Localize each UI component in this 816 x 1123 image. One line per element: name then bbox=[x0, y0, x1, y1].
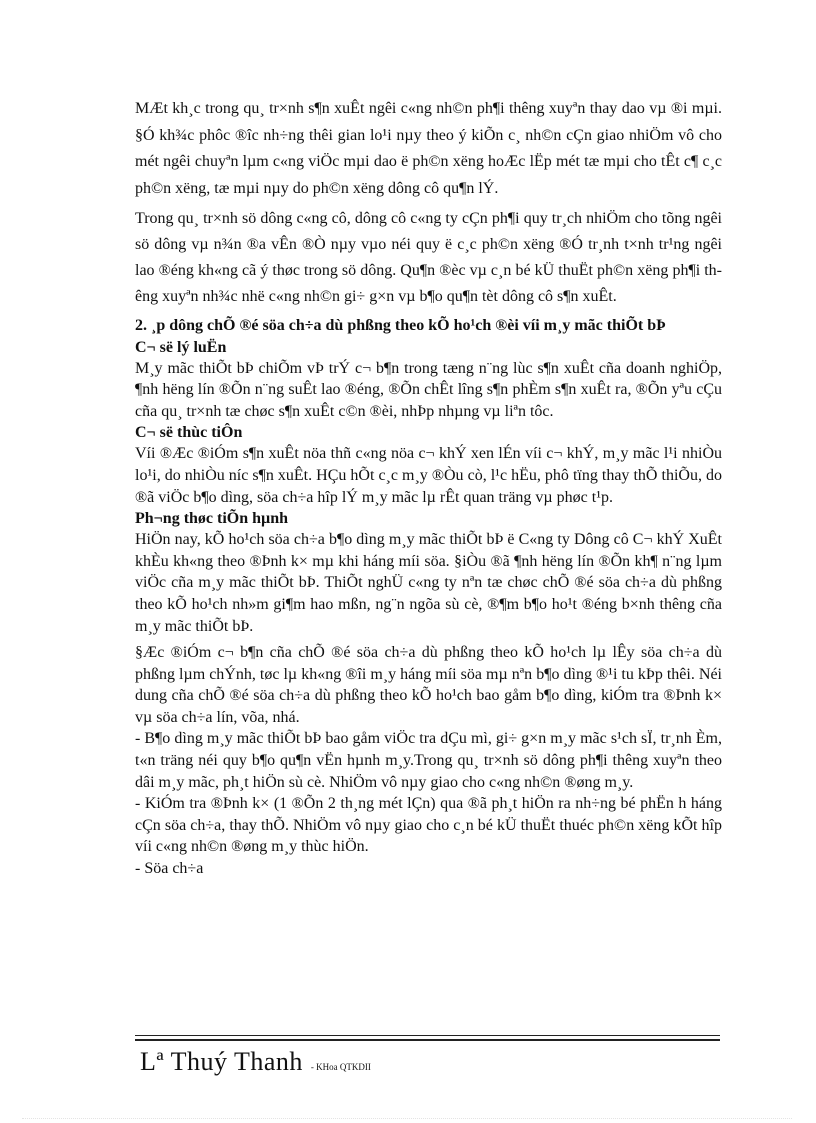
subheading-practical-basis: C¬ së thùc tiÔn bbox=[135, 424, 243, 442]
paragraph-practical-basis: Víi ®Æc ®iÓm s¶n xuÊt nöa thñ c«ng nöa c¬ khÝ xen lÉn víi c¬ khÝ, m¸y mãc l¹i nhiÒu lo¹i, do nhiÒu níc s¶n xuÊt. HÇu hÕt c¸c m¸y ®Òu cò, l¹c hËu, phô tïng thay thÕ thiÕu, do ®ã viÖc b¶o dìng, söa ch÷a hîp lÝ m¸y mãc lµ rÊt quan träng vµ phøc t¹p. bbox=[135, 445, 722, 506]
page-footer bbox=[140, 1047, 371, 1077]
paragraph-implementation-features: §Æc ®iÓm c¬ b¶n cña chÕ ®é söa ch÷a dù phßng theo kÕ ho¹ch lµ lÊy söa ch÷a dù phßng lµm chÝnh, tøc lµ kh«ng ®îi m¸y háng míi söa mµ nªn b¶o dìng ®¹i tu kÞp thêi. Néi dung cña chÕ ®é söa ch÷a dù phßng theo kÕ ho¹ch bao gåm b¶o dìng, kiÓm tra ®Þnh k× vµ söa ch÷a lín, võa, nhá. bbox=[135, 644, 722, 726]
subheading-theoretical-basis: C¬ së lý luËn bbox=[135, 338, 227, 356]
paragraph-implementation-current: HiÖn nay, kÕ ho¹ch söa ch÷a b¶o dìng m¸y mãc thiÕt bÞ ë C«ng ty Dông cô C¬ khÝ XuÊt khÈu kh«ng theo ®Þnh k× mµ khi háng míi söa. §iÒu ®ã ¶nh hëng lín ®Õn kh¶ n¨ng lµm viÖc cña m¸y mãc thiÕt bÞ. ThiÕt nghÜ c«ng ty nªn tæ chøc chÕ ®é söa ch÷a dù phßng theo kÕ ho¹ch nh»m gi¶m hao mßn, ng¨n ngõa sù cè, ®¶m b¶o ho¹t ®éng b×nh thêng cña m¸y mãc thiÕt bÞ. bbox=[135, 531, 722, 635]
section-heading: 2. ¸p dông chÕ ®é söa ch÷a dù phßng theo kÕ ho¹ch ®èi víi m¸y mãc thiÕt bÞ bbox=[135, 316, 666, 334]
paragraph-theoretical-basis: M¸y mãc thiÕt bÞ chiÕm vÞ trÝ c¬ b¶n trong tæng n¨ng lùc s¶n xuÊt cña doanh nghiÖp, ¶nh hëng lín ®Õn n¨ng suÊt lao ®éng, ®Õn chÊt lîng s¶n phÈm s¶n xuÊt ra, ®Õn yªu cÇu cña qu¸ tr×nh tæ chøc s¶n xuÊt c©n ®èi, nhÞp nhµng vµ liªn tôc. bbox=[135, 359, 722, 420]
bullet-periodic-inspection: - KiÓm tra ®Þnh k× (1 ®Õn 2 th¸ng mét lÇn) qua ®ã ph¸t hiÖn ra nh÷ng bé phËn h háng cÇn söa ch÷a, thay thÕ. NhiÖm vô nµy giao cho c¸n bé kÜ thuËt thuéc ph©n xëng kÕt hîp víi c«ng nh©n ®øng m¸y thùc hiÖn. bbox=[135, 795, 722, 856]
page-bottom-divider bbox=[22, 1118, 792, 1119]
footer-department: - KHoa QTKDII bbox=[310, 1062, 371, 1072]
bullet-repair: - Söa ch÷a bbox=[135, 860, 204, 878]
page-body bbox=[135, 96, 722, 880]
bullet-maintenance: - B¶o dìng m¸y mãc thiÕt bÞ bao gåm viÖc tra dÇu mì, gi÷ g×n m¸y mãc s¹ch sÏ, tr¸nh Èm, t«n träng néi quy b¶o qu¶n vËn hµnh m¸y.Trong qu¸ tr×nh sö dông ph¶i thêng xuyªn theo dâi m¸y mãc, ph¸t hiÖn sù cè. NhiÖm vô nµy giao cho c«ng nh©n ®øng m¸y. bbox=[135, 730, 722, 791]
footer-rule-thin bbox=[135, 1035, 720, 1036]
subheading-implementation: Ph¬ng thøc tiÕn hµnh bbox=[135, 510, 289, 528]
paragraph-tool-sharpening: MÆt kh¸c trong qu¸ tr×nh s¶n xuÊt ngêi c«ng nh©n ph¶i thêng xuyªn thay dao vµ ®i mµi. §Ó kh¾c phôc ®îc nh÷ng thêi gian lo¹i nµy theo ý kiÕn c¸ nh©n cÇn giao nhiÖm vô cho mét ngêi chuyªn lµm c«ng viÖc mµi dao ë ph©n xëng hoÆc lËp mét tæ mµi cho tÊt c¶ c¸c ph©n xëng, tæ mµi nµy do ph©n xëng dông cô qu¶n lÝ. bbox=[135, 100, 722, 197]
footer-rule-thick bbox=[135, 1039, 720, 1041]
footer-author: Lª Thuý Thanh bbox=[140, 1047, 303, 1076]
paragraph-tool-responsibility: Trong qu¸ tr×nh sö dông c«ng cô, dông cô c«ng ty cÇn ph¶i quy tr¸ch nhiÖm cho tõng ngêi sö dông vµ n¾n ®a vÊn ®Ò nµy vµo néi quy ë c¸c ph©n xëng ®Ó tr¸nh t×nh tr¹ng ngêi lao ®éng kh«ng cã ý thøc trong sö dông. Qu¶n ®èc vµ c¸n bé kÜ thuËt ph©n xëng ph¶i thêng xuyªn nh¾c nhë c«ng nh©n gi÷ g×n vµ b¶o qu¶n tèt dông cô s¶n xuÊt. bbox=[135, 210, 722, 305]
